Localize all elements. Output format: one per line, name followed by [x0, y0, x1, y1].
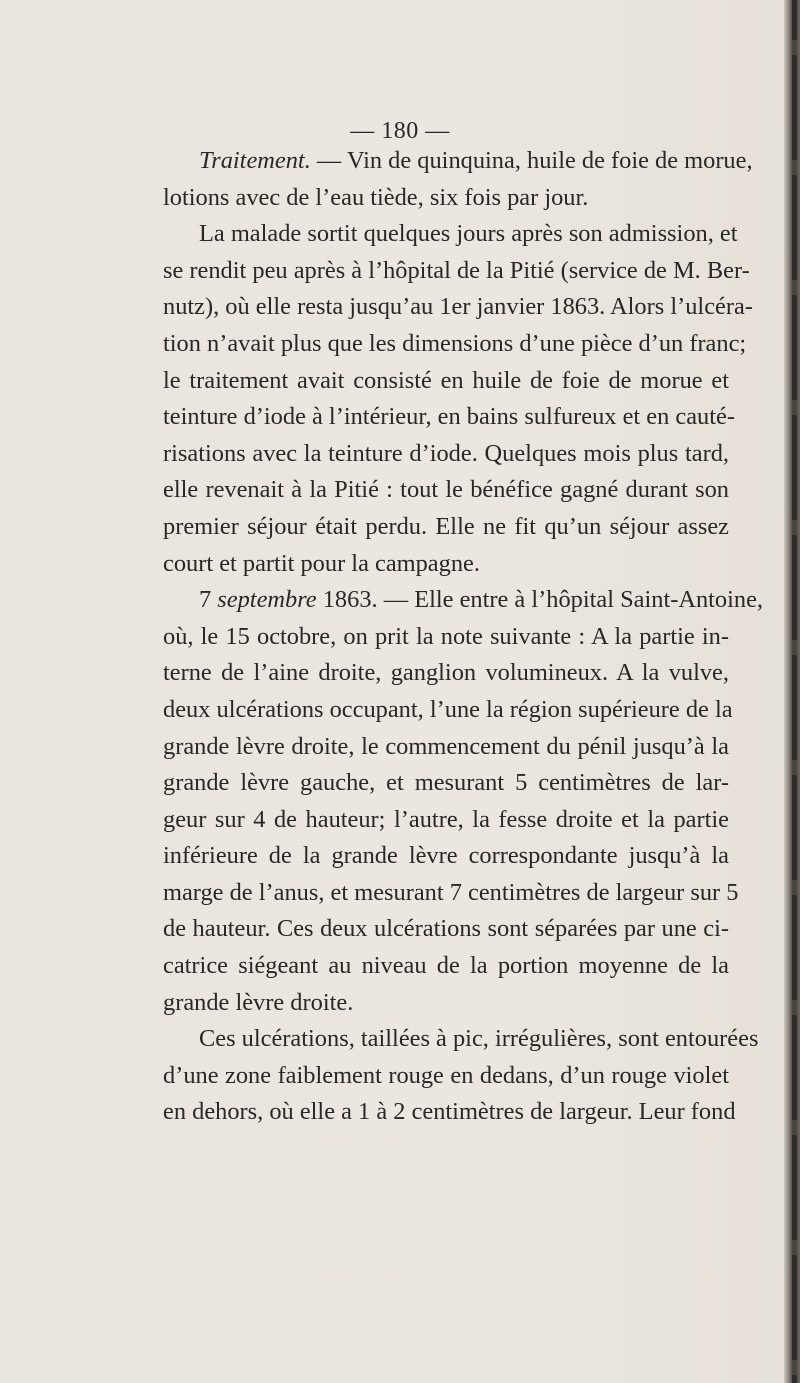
text-line: de hauteur. Ces deux ulcérations sont séparées par une ci- [163, 915, 729, 943]
text-line: où, le 15 octobre, on prit la note suivante : A la partie in- [163, 622, 729, 650]
text-line: grande lèvre droite, le commencement du pénil jusqu’à la [163, 732, 729, 760]
text-line: inférieure de la grande lèvre correspondante jusqu’à la [163, 842, 729, 870]
text-line: Traitement. — Vin de quinquina, huile de foie de morue, [199, 147, 753, 174]
text-line: teinture d’iode à l’intérieur, en bains sulfureux et en cauté- [163, 403, 735, 431]
text-line: lotions avec de l’eau tiède, six fois par jour. [163, 183, 589, 211]
text-line: nutz), où elle resta jusqu’au 1er janvier 1863. Alors l’ulcéra- [163, 293, 753, 321]
text-line: Ces ulcérations, taillées à pic, irrégulières, sont entourées [199, 1025, 759, 1053]
text-line: d’une zone faiblement rouge en dedans, d’un rouge violet [163, 1061, 729, 1089]
text-line: terne de l’aine droite, ganglion volumineux. A la vulve, [163, 659, 729, 687]
page-number: — 180 — [350, 118, 450, 144]
text-line: catrice siégeant au niveau de la portion moyenne de la [163, 952, 729, 980]
text-line: le traitement avait consisté en huile de foie de morue et [163, 366, 729, 394]
text-line: grande lèvre gauche, et mesurant 5 centimètres de lar- [163, 769, 729, 797]
text-line: tion n’avait plus que les dimensions d’une pièce d’un franc; [163, 329, 747, 357]
text-line: risations avec la teinture d’iode. Quelques mois plus tard, [163, 439, 729, 467]
text-line: premier séjour était perdu. Elle ne fit qu’un séjour assez [163, 512, 729, 540]
text-line: La malade sortit quelques jours après son admission, et [199, 220, 738, 248]
page-edge-shadow [792, 0, 797, 1383]
text-line: geur sur 4 de hauteur; l’autre, la fesse droite et la partie [163, 805, 729, 833]
text-line: grande lèvre droite. [163, 988, 354, 1016]
body-text [163, 143, 764, 1131]
text-line: se rendit peu après à l’hôpital de la Pitié (service de M. Ber- [163, 256, 750, 284]
text-line: elle revenait à la Pitié : tout le bénéfice gagné durant son [163, 476, 729, 504]
text-line: court et partit pour la campagne. [163, 549, 480, 577]
text-line: en dehors, où elle a 1 à 2 centimètres de largeur. Leur fond [163, 1098, 736, 1126]
text-line: marge de l’anus, et mesurant 7 centimètres de largeur sur 5 [163, 878, 739, 906]
text-line: deux ulcérations occupant, l’une la région supérieure de la [163, 695, 733, 723]
text-line: 7 septembre 1863. — Elle entre à l’hôpital Saint-Antoine, [199, 586, 764, 614]
